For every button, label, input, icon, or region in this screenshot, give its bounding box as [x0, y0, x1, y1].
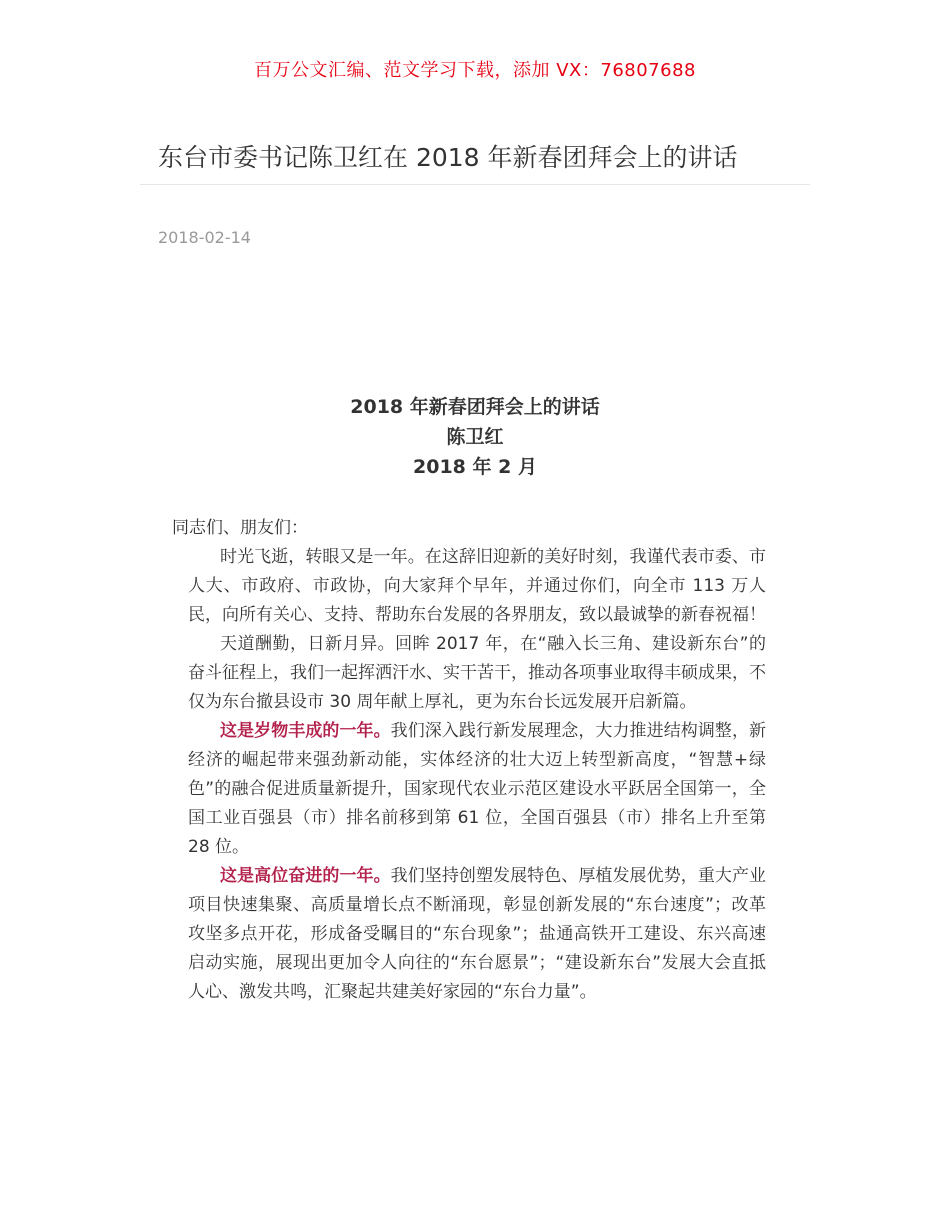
paragraph: [172, 630, 766, 717]
promo-banner: 百万公文汇编、范文学习下载，添加 VX：76807688: [254, 60, 696, 81]
title-divider: [140, 184, 810, 185]
paragraph-text: 我们深入践行新发展理念，大力推进结构调整，新经济的崛起带来强劲新动能，实体经济的壮大迈上转型新高度，“智慧+绿色”的融合促进质量新提升，国家现代农业示范区建设水平跃居全国第一，全国工业百强县（市）排名前移到第 61 位，全国百强县（市）排名上升至第 28 位。: [188, 721, 767, 857]
paragraph: [172, 862, 766, 1007]
publish-date: 2018-02-14: [158, 228, 251, 247]
page-title: 东台市委书记陈卫红在 2018 年新春团拜会上的讲话: [158, 143, 738, 172]
speech-body: [172, 514, 766, 1007]
paragraph-highlight: 这是高位奋进的一年。: [220, 866, 391, 886]
speech-header: [0, 392, 950, 482]
salutation: 同志们、朋友们：: [172, 518, 308, 538]
paragraph-highlight: 这是岁物丰成的一年。: [220, 721, 391, 741]
speech-heading: 2018 年新春团拜会上的讲话: [350, 396, 600, 418]
paragraph: [172, 543, 766, 630]
speech-date: 2018 年 2 月: [413, 456, 537, 478]
paragraph-text: 时光飞逝，转眼又是一年。在这辞旧迎新的美好时刻，我谨代表市委、市人大、市政府、市政协，向大家拜个早年，并通过你们，向全市 113 万人民，向所有关心、支持、帮助东台发展的各界朋友，致以最诚挚的新春祝福！: [188, 547, 766, 625]
paragraph-text: 我们坚持创塑发展特色、厚植发展优势，重大产业项目快速集聚、高质量增长点不断涌现，彰显创新发展的“东台速度”；改革攻坚多点开花，形成备受瞩目的“东台现象”；盐通高铁开工建设、东兴高速启动实施，展现出更加令人向往的“东台愿景”；“建设新东台”发展大会直抵人心、激发共鸣，汇聚起共建美好家园的“东台力量”。: [188, 866, 767, 1002]
speech-author: 陈卫红: [446, 426, 504, 448]
paragraph: [172, 717, 766, 862]
paragraph-text: 天道酬勤，日新月异。回眸 2017 年，在“融入长三角、建设新东台”的奋斗征程上，我们一起挥洒汗水、实干苦干，推动各项事业取得丰硕成果，不仅为东台撤县设市 30 周年献上厚礼，更为东台长远发展开启新篇。: [188, 634, 766, 712]
